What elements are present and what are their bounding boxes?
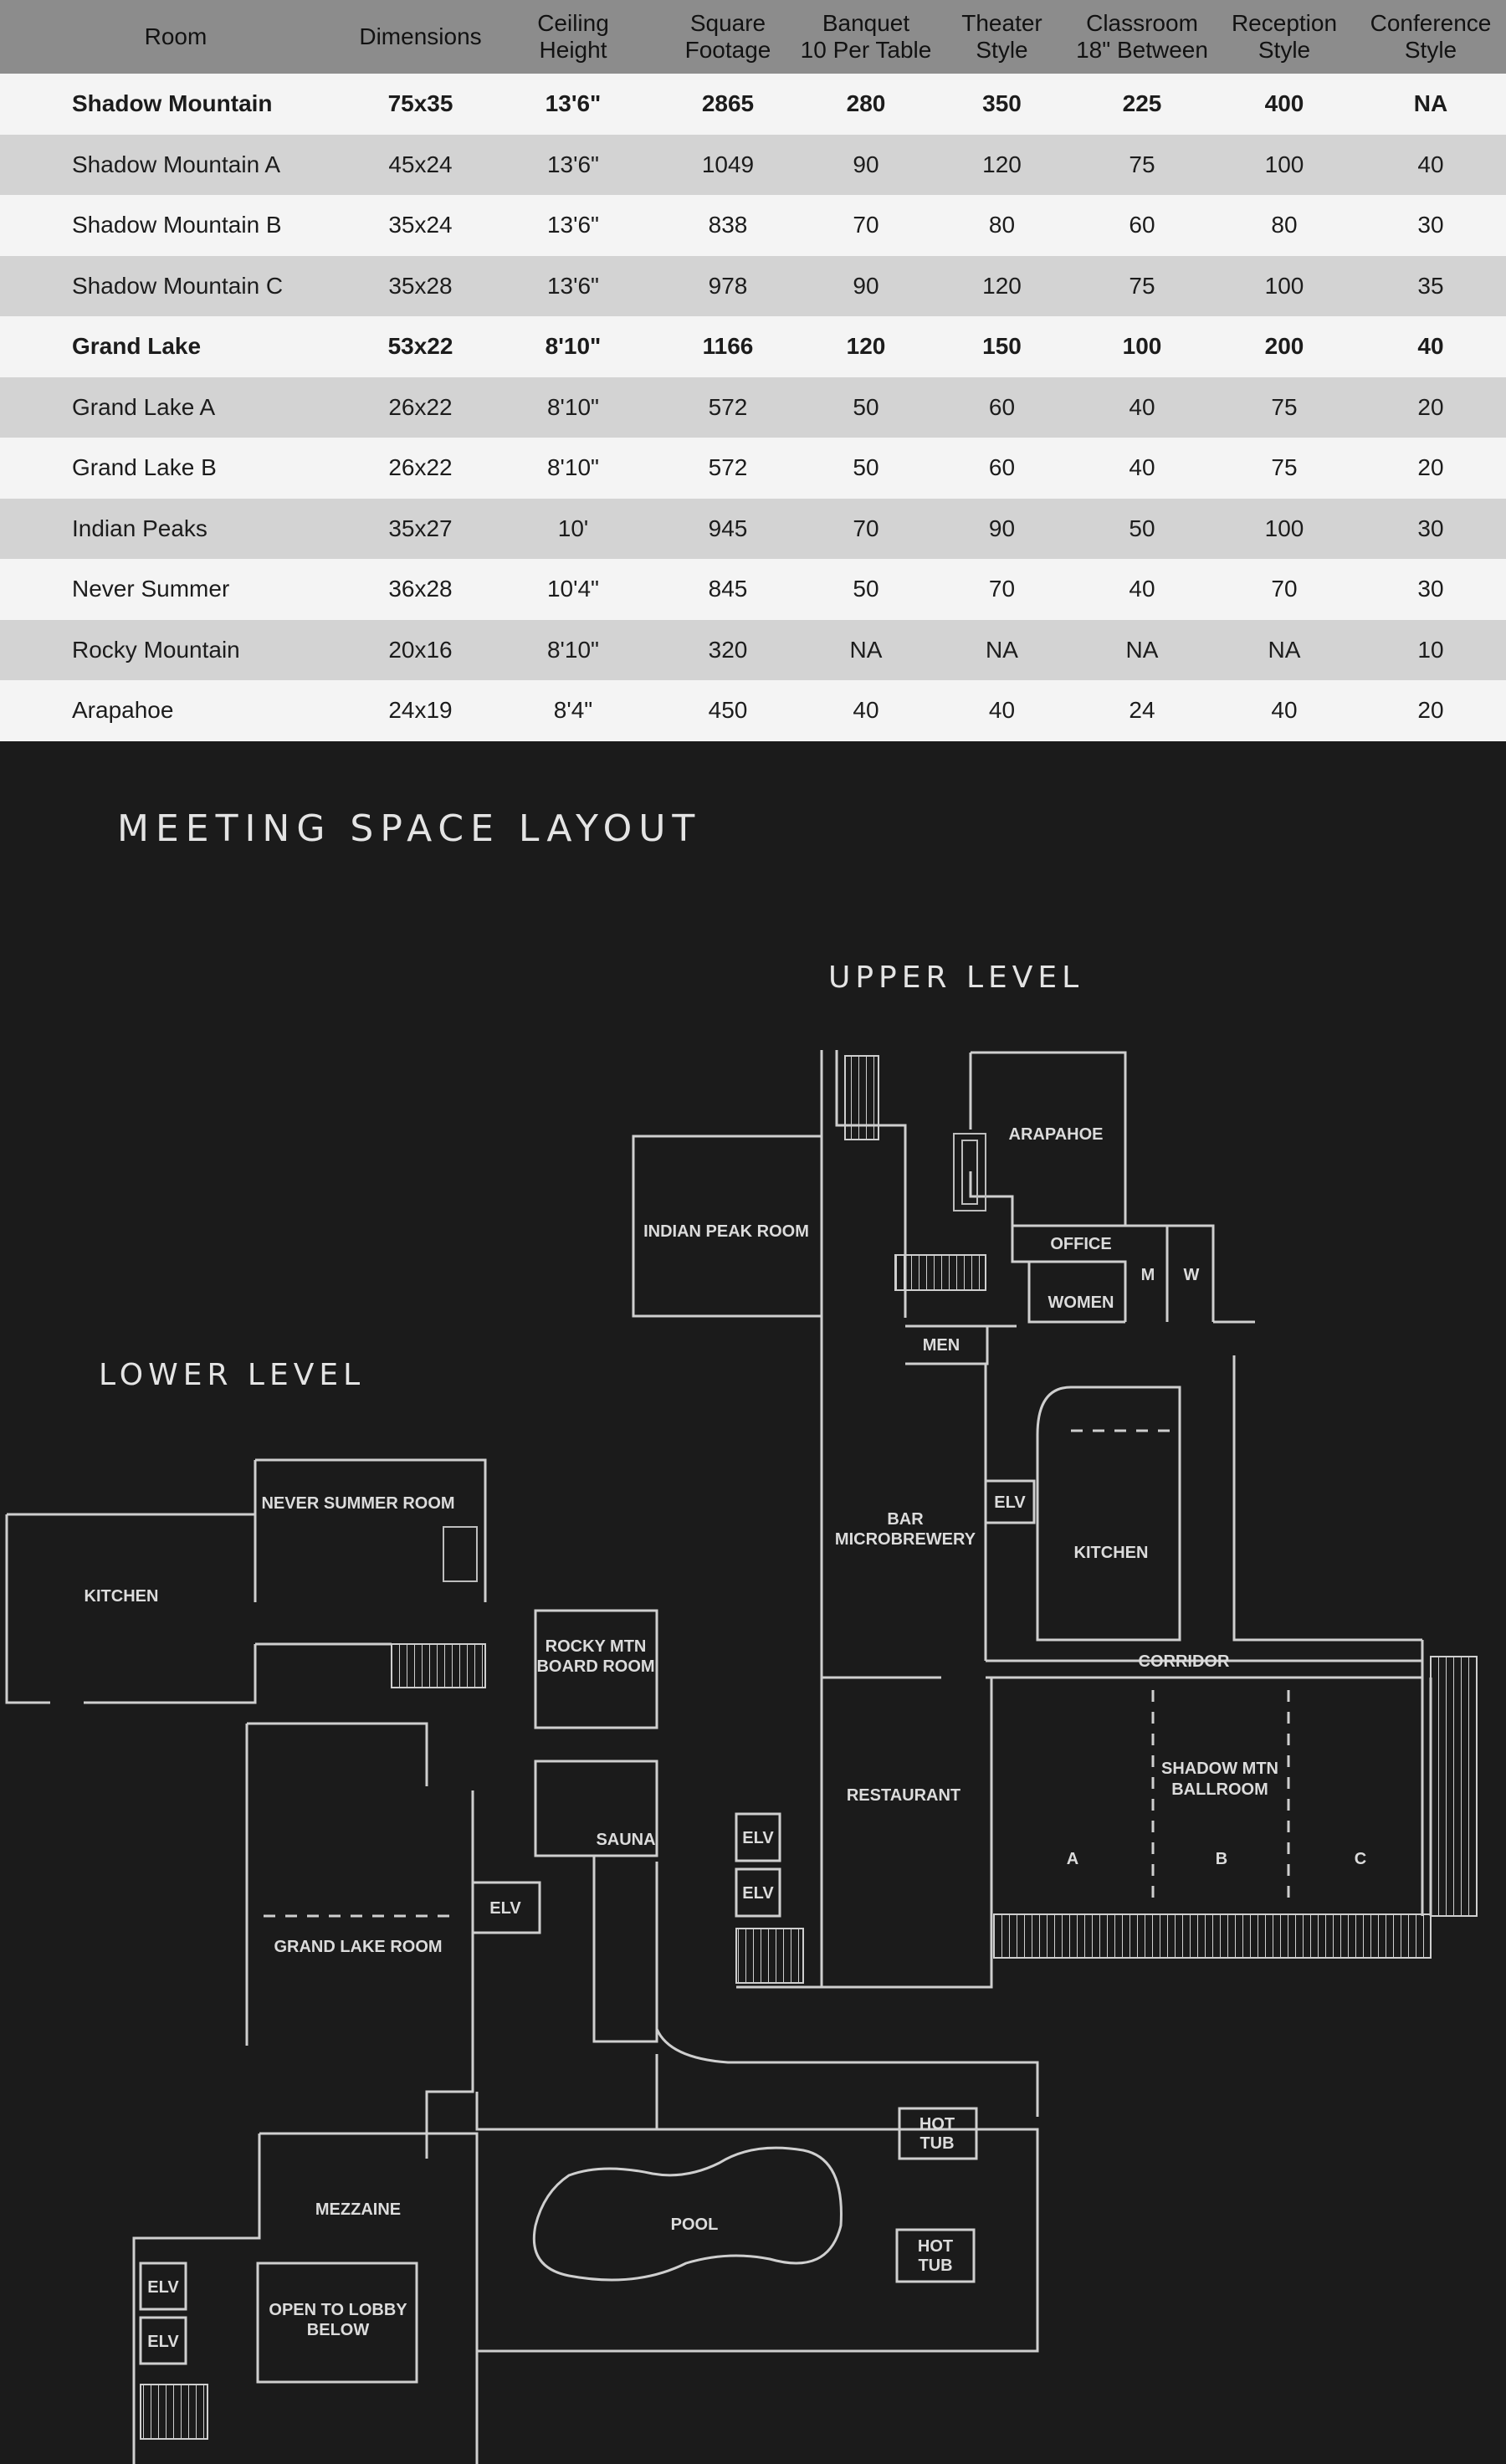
- table-cell: 13'6": [546, 212, 599, 238]
- table-cell: 40: [1129, 576, 1155, 602]
- column-header: [1213, 0, 1355, 74]
- shadow-mtn-label: SHADOW MTN: [1161, 1760, 1278, 1778]
- table-cell: 30: [1417, 212, 1444, 238]
- table-cell: 80: [1271, 212, 1298, 238]
- bar-label: BAR: [887, 1510, 924, 1529]
- table-cell: 40: [1417, 333, 1444, 360]
- table-cell: 40: [988, 697, 1016, 724]
- room-name-cell: Never Summer: [72, 576, 230, 602]
- table-cell: 60: [988, 393, 1016, 420]
- column-header: [1071, 0, 1213, 74]
- table-cell: 60: [988, 454, 1016, 481]
- column-header-text: Dimensions: [359, 23, 482, 49]
- terrace-east: [1431, 1657, 1477, 1916]
- table-cell: 30: [1417, 576, 1444, 602]
- room-name-cell: Grand Lake A: [72, 393, 216, 420]
- table-cell: 50: [853, 576, 879, 602]
- column-header-text: Ceiling: [537, 10, 609, 36]
- pool-label: POOL: [670, 2216, 719, 2234]
- table-header-row: [0, 0, 1506, 74]
- table-cell: 80: [988, 212, 1016, 238]
- lower-level-plan: [7, 1460, 1037, 2464]
- table-cell: 35x27: [388, 515, 453, 541]
- table-cell: 24x19: [388, 697, 453, 724]
- table-cell: 8'4": [553, 697, 593, 724]
- column-header: [0, 0, 351, 74]
- women-restroom: WOMEN: [1048, 1293, 1114, 1312]
- never-summer-room: NEVER SUMMER ROOM: [261, 1494, 455, 1513]
- microbrewery-label: MICROBREWERY: [834, 1530, 976, 1549]
- elevator-4-label: ELV: [147, 2333, 179, 2351]
- table-cell: NA: [1268, 636, 1301, 663]
- table-cell: 30: [1417, 515, 1444, 541]
- table-cell: 200: [1264, 333, 1304, 360]
- table-cell: 100: [1122, 333, 1162, 360]
- open-to-lobby-label: OPEN TO LOBBY: [269, 2301, 407, 2319]
- elevator-2-label: ELV: [742, 1884, 774, 1903]
- rocky-mtn-label: ROCKY MTN: [545, 1637, 647, 1656]
- table-cell: 1166: [702, 333, 754, 360]
- table-cell: 35x24: [388, 212, 453, 238]
- kitchen-upper: KITCHEN: [1073, 1544, 1149, 1562]
- table-cell: 100: [1264, 515, 1304, 541]
- indian-peak-room-label: INDIAN PEAK ROOM: [643, 1222, 809, 1241]
- table-cell: 13'6": [545, 90, 602, 117]
- ballroom-section-b: B: [1215, 1850, 1228, 1868]
- table-cell: 8'10": [545, 333, 602, 360]
- table-cell: 90: [853, 151, 879, 177]
- capacity-chart: [0, 0, 1506, 740]
- men-restroom: MEN: [922, 1336, 960, 1355]
- table-cell: 60: [1129, 212, 1155, 238]
- hot-tub-2-label-hot: HOT: [917, 2237, 954, 2256]
- column-header-text: Banquet: [822, 10, 910, 36]
- column-header: [1355, 0, 1506, 74]
- table-cell: 75: [1129, 272, 1155, 299]
- table-cell: NA: [986, 636, 1018, 663]
- table-row: [0, 195, 1506, 256]
- table-cell: 10': [557, 515, 589, 541]
- table-cell: 45x24: [388, 151, 453, 177]
- table-cell: 75: [1271, 454, 1298, 481]
- room-name-cell: Arapahoe: [72, 697, 174, 724]
- table-cell: 40: [1129, 393, 1155, 420]
- ballroom-section-a: A: [1066, 1850, 1079, 1868]
- table-cell: 13'6": [546, 151, 599, 177]
- table-cell: 945: [708, 515, 748, 541]
- table-cell: 24: [1129, 697, 1155, 724]
- room-name-cell: Grand Lake B: [72, 454, 217, 481]
- elevator-3-label: ELV: [147, 2278, 179, 2297]
- table-row: [0, 135, 1506, 196]
- table-cell: 20: [1417, 454, 1444, 481]
- table-row: [0, 499, 1506, 560]
- kitchen-lower: KITCHEN: [84, 1587, 159, 1606]
- men-restroom-small: M: [1140, 1266, 1155, 1284]
- table-cell: 225: [1122, 90, 1162, 117]
- table-cell: 1049: [701, 151, 755, 177]
- table-row: [0, 316, 1506, 377]
- table-cell: 90: [988, 515, 1016, 541]
- column-header-text: Footage: [684, 37, 771, 63]
- capacity-table: [0, 0, 1506, 741]
- room-name-cell: Grand Lake: [72, 333, 202, 360]
- pool-shape: [534, 2148, 841, 2280]
- table-cell: 75: [1271, 393, 1298, 420]
- table-cell: 50: [853, 393, 879, 420]
- table-cell: 70: [853, 515, 879, 541]
- table-row: [0, 74, 1506, 135]
- column-header-text: Theater: [961, 10, 1042, 36]
- table-row: [0, 438, 1506, 499]
- table-cell: 75x35: [387, 90, 453, 117]
- table-cell: 120: [982, 272, 1022, 299]
- lower-level-heading: LOWER LEVEL: [99, 1358, 366, 1392]
- column-header: [351, 0, 489, 74]
- elevator-lower-label: ELV: [489, 1899, 521, 1918]
- table-cell: 90: [853, 272, 879, 299]
- table-cell: 350: [982, 90, 1022, 117]
- column-header: [657, 0, 799, 74]
- table-cell: 20: [1417, 697, 1444, 724]
- table-cell: 20x16: [388, 636, 453, 663]
- table-cell: 10'4": [546, 576, 599, 602]
- room-name-cell: Shadow Mountain C: [72, 272, 284, 299]
- table-cell: 2865: [701, 90, 755, 117]
- table-cell: 280: [846, 90, 886, 117]
- ballroom-label: BALLROOM: [1171, 1780, 1268, 1799]
- hot-tub-1-label-tub: TUB: [919, 2134, 955, 2153]
- column-header: [933, 0, 1071, 74]
- table-cell: NA: [849, 636, 883, 663]
- upper-level-plan: [633, 1050, 1477, 1987]
- table-row: [0, 377, 1506, 438]
- table-cell: 320: [708, 636, 748, 663]
- column-header-text: 18" Between: [1076, 37, 1208, 63]
- table-cell: 100: [1264, 272, 1304, 299]
- table-cell: 572: [708, 393, 748, 420]
- table-cell: 70: [988, 576, 1016, 602]
- table-row: [0, 680, 1506, 741]
- table-cell: 53x22: [387, 333, 453, 360]
- ballroom-section-c: C: [1354, 1850, 1367, 1868]
- table-cell: 120: [982, 151, 1022, 177]
- table-cell: 40: [853, 697, 879, 724]
- mezzaine-label: MEZZAINE: [315, 2200, 402, 2219]
- table-cell: 8'10": [546, 393, 599, 420]
- table-cell: 120: [846, 333, 886, 360]
- table-cell: 40: [1271, 697, 1298, 724]
- column-header-text: Room: [144, 23, 207, 49]
- layout-title: MEETING SPACE LAYOUT: [117, 807, 702, 850]
- below-label: BELOW: [306, 2321, 370, 2339]
- table-cell: 8'10": [546, 454, 599, 481]
- table-cell: 75: [1129, 151, 1155, 177]
- sauna-room: SAUNA: [596, 1831, 656, 1849]
- women-restroom-small: W: [1183, 1266, 1200, 1284]
- restaurant-room: RESTAURANT: [846, 1786, 961, 1805]
- table-cell: 26x22: [388, 454, 453, 481]
- column-header-text: Reception: [1231, 10, 1338, 36]
- table-row: [0, 256, 1506, 317]
- table-cell: 100: [1264, 151, 1304, 177]
- meeting-space-layout: [0, 740, 1506, 2464]
- table-cell: 35x28: [388, 272, 453, 299]
- table-cell: NA: [1413, 90, 1448, 117]
- column-header: [799, 0, 933, 74]
- elevator-1-label: ELV: [742, 1829, 774, 1847]
- table-cell: 70: [853, 212, 879, 238]
- table-cell: 20: [1417, 393, 1444, 420]
- hot-tub-2-label-tub: TUB: [918, 2257, 953, 2275]
- table-cell: 838: [708, 212, 748, 238]
- room-name-cell: Shadow Mountain: [72, 90, 273, 117]
- column-header-text: Square: [689, 10, 766, 36]
- table-cell: 40: [1129, 454, 1155, 481]
- table-row: [0, 620, 1506, 681]
- table-cell: 8'10": [546, 636, 599, 663]
- column-header: [489, 0, 657, 74]
- table-cell: 150: [982, 333, 1022, 360]
- column-header-text: Height: [539, 37, 607, 63]
- table-cell: 36x28: [388, 576, 453, 602]
- grand-lake-room: GRAND LAKE ROOM: [274, 1938, 443, 1956]
- floor-plan-svg: [0, 740, 1506, 2464]
- upper-level-heading: UPPER LEVEL: [828, 960, 1084, 995]
- table-cell: 572: [708, 454, 748, 481]
- table-cell: 50: [853, 454, 879, 481]
- table-cell: 40: [1417, 151, 1444, 177]
- table-cell: 978: [708, 272, 748, 299]
- office-room: OFFICE: [1050, 1235, 1112, 1253]
- table-cell: 70: [1271, 576, 1298, 602]
- table-cell: 450: [708, 697, 748, 724]
- table-cell: NA: [1125, 636, 1159, 663]
- table-cell: 845: [708, 576, 748, 602]
- room-name-cell: Shadow Mountain B: [72, 212, 282, 238]
- stairs-upper: [845, 1056, 878, 1140]
- column-header-text: Classroom: [1086, 10, 1198, 36]
- arapahoe-room: ARAPAHOE: [1008, 1125, 1104, 1144]
- table-row: [0, 559, 1506, 620]
- elevator-upper-label: ELV: [994, 1493, 1026, 1512]
- board-room-label: BOARD ROOM: [536, 1657, 655, 1676]
- table-cell: 10: [1417, 636, 1444, 663]
- column-header-text: Conference: [1370, 10, 1492, 36]
- table-cell: 35: [1417, 272, 1444, 299]
- room-name-cell: Rocky Mountain: [72, 636, 240, 663]
- table-cell: 400: [1264, 90, 1304, 117]
- table-cell: 26x22: [388, 393, 453, 420]
- room-name-cell: Shadow Mountain A: [72, 151, 281, 177]
- corridor-label: CORRIDOR: [1138, 1652, 1230, 1671]
- hot-tub-1-label-hot: HOT: [919, 2115, 955, 2134]
- room-name-cell: Indian Peaks: [72, 515, 207, 541]
- column-header-text: Style: [1258, 37, 1311, 63]
- table-cell: 50: [1129, 515, 1155, 541]
- terrace-south: [994, 1914, 1431, 1958]
- column-header-text: 10 Per Table: [800, 37, 932, 63]
- table-cell: 13'6": [546, 272, 599, 299]
- column-header-text: Style: [976, 37, 1028, 63]
- column-header-text: Style: [1404, 37, 1457, 63]
